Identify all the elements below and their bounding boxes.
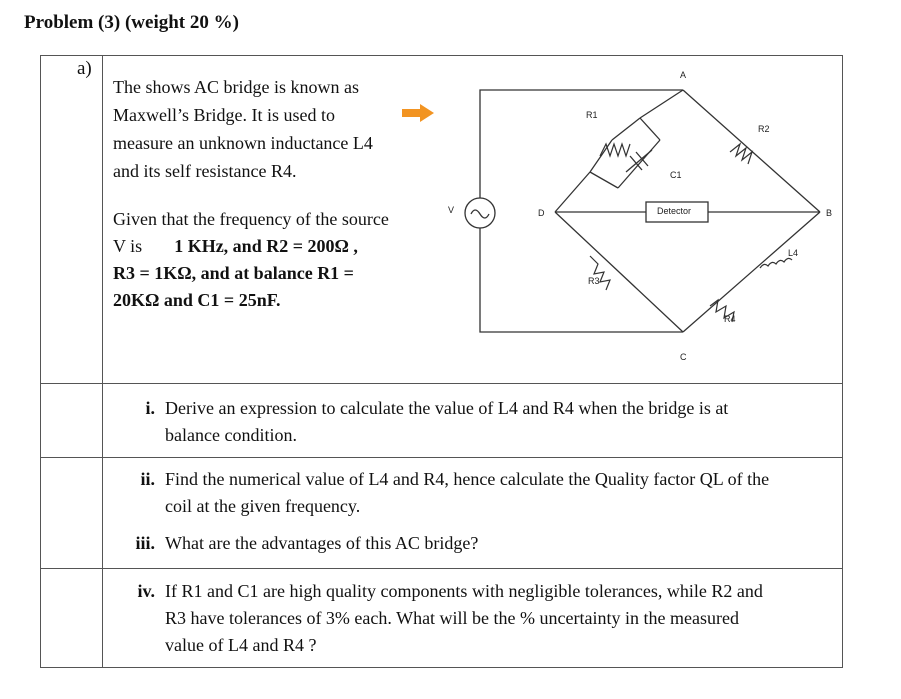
arm-dc bbox=[555, 212, 683, 332]
question-i bbox=[125, 395, 825, 449]
maxwell-bridge-circuit bbox=[440, 60, 840, 380]
question-iv bbox=[125, 578, 835, 659]
question-iv-text bbox=[165, 578, 763, 659]
given-line-2b: 1 KHz, and R2 = 200Ω , bbox=[174, 236, 358, 256]
r3-label: R3 bbox=[588, 276, 600, 286]
c1-capacitor bbox=[626, 150, 652, 172]
question-i-number: i. bbox=[145, 398, 155, 418]
intro-line-3: measure an unknown inductance L4 bbox=[113, 133, 373, 153]
source-label: V bbox=[448, 205, 455, 215]
question-i-line-2: balance condition. bbox=[165, 425, 297, 445]
question-iv-line-3: value of L4 and R4 ? bbox=[165, 635, 317, 655]
given-line-3: R3 = 1KΩ, and at balance R1 = bbox=[113, 263, 354, 283]
row-divider-1 bbox=[40, 383, 843, 384]
question-i-line-1: Derive an expression to calculate the value of L4 and R4 when the bridge is at bbox=[165, 398, 729, 418]
row-divider-3 bbox=[40, 568, 843, 569]
question-i-text bbox=[165, 395, 728, 449]
question-ii-text bbox=[165, 466, 769, 520]
r1-label: R1 bbox=[586, 110, 598, 120]
intro-line-2: Maxwell’s Bridge. It is used to bbox=[113, 105, 335, 125]
r2-label: R2 bbox=[758, 124, 770, 134]
detector-label: Detector bbox=[656, 206, 692, 216]
question-iii-line-1: What are the advantages of this AC bridge? bbox=[165, 533, 479, 553]
part-label: a) bbox=[77, 58, 92, 79]
r2-resistor bbox=[730, 144, 752, 164]
table-column-divider bbox=[102, 55, 103, 668]
node-a-label: A bbox=[680, 70, 687, 80]
question-ii-line-1: Find the numerical value of L4 and R4, hence calculate the Quality factor QL of the bbox=[165, 469, 770, 489]
node-c-label: C bbox=[680, 352, 687, 362]
question-iv-number: iv. bbox=[137, 581, 155, 601]
node-d-label: D bbox=[538, 208, 545, 218]
wire-bottom bbox=[480, 228, 683, 332]
intro-text bbox=[113, 73, 373, 185]
given-line-1: Given that the frequency of the source bbox=[113, 209, 389, 229]
problem-title: Problem (3) (weight 20 %) bbox=[24, 12, 239, 33]
question-ii-number: ii. bbox=[140, 469, 155, 489]
arm-ab bbox=[683, 90, 820, 212]
l4-label: L4 bbox=[788, 248, 799, 258]
question-ii-line-2: coil at the given frequency. bbox=[165, 496, 361, 516]
question-ii bbox=[125, 466, 835, 520]
arm-cb bbox=[683, 212, 820, 332]
intro-line-4: and its self resistance R4. bbox=[113, 161, 297, 181]
arm-da-lower bbox=[555, 172, 590, 212]
r4-label: R4 bbox=[724, 314, 736, 324]
arm-da-upper bbox=[640, 90, 683, 118]
given-line-2a: V is bbox=[113, 236, 143, 256]
given-line-2 bbox=[113, 233, 389, 260]
question-iii-number: iii. bbox=[135, 533, 155, 553]
question-iv-line-1: If R1 and C1 are high quality components with negligible tolerances, while R2 and bbox=[165, 581, 763, 601]
node-b-label: B bbox=[826, 208, 833, 218]
question-iv-line-2: R3 have tolerances of 3% each. What will be the % uncertainty in the measured bbox=[165, 608, 739, 628]
given-text bbox=[113, 206, 389, 314]
orange-arrow-icon bbox=[401, 103, 435, 123]
row-divider-2 bbox=[40, 457, 843, 458]
question-iii bbox=[125, 530, 825, 557]
intro-line-1: The shows AC bridge is known as bbox=[113, 77, 359, 97]
c1-label: C1 bbox=[670, 170, 682, 180]
question-iii-text bbox=[165, 530, 478, 557]
given-line-4: 20KΩ and C1 = 25nF. bbox=[113, 290, 281, 310]
